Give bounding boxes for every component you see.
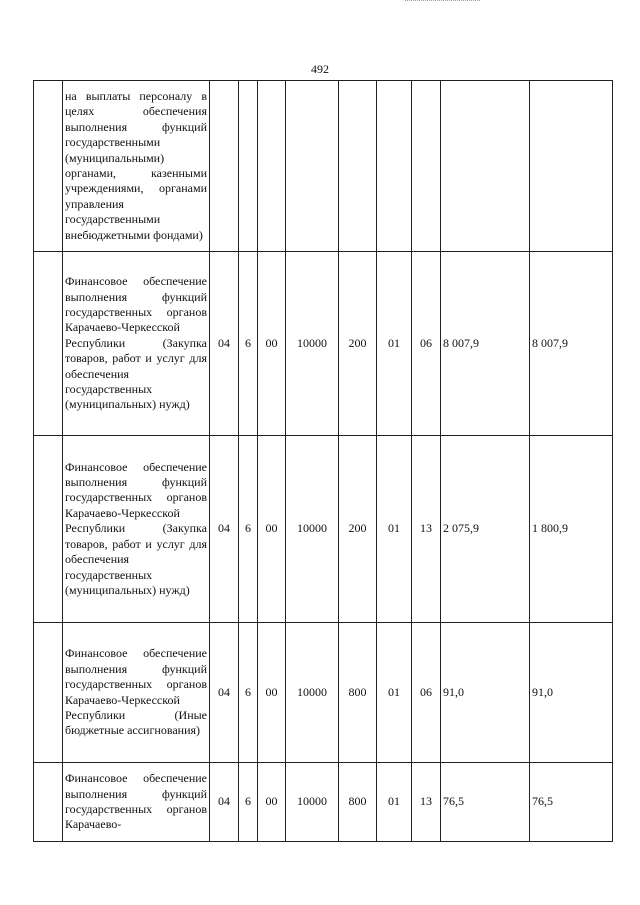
- item-name-cell: [63, 623, 210, 763]
- code-cell: 04: [210, 623, 239, 763]
- item-name-cell: [63, 81, 210, 252]
- amount-cell: 2 075,9: [441, 436, 530, 623]
- code-cell: 04: [210, 763, 239, 842]
- table-row: [34, 763, 613, 842]
- code-cell: 04: [210, 252, 239, 436]
- amount-cell: 8 007,9: [441, 252, 530, 436]
- code-cell: 6: [239, 436, 258, 623]
- code-cell: 200: [339, 252, 377, 436]
- code-cell: 01: [377, 436, 412, 623]
- amount-cell: 91,0: [530, 623, 613, 763]
- code-cell: 00: [258, 763, 286, 842]
- budget-table: [33, 80, 613, 842]
- index-cell: [34, 436, 63, 623]
- amount-cell: 76,5: [530, 763, 613, 842]
- item-name: Финансовое обеспечение выполнения функций государственных органов Карачаево-Черкесской Республики (Закупка товаров, работ и услуг для обеспечения государственных (муниципальных) нужд): [65, 459, 207, 597]
- code-cell: 01: [377, 763, 412, 842]
- code-cell: [377, 81, 412, 252]
- code-cell: [239, 81, 258, 252]
- scan-mark: [405, 0, 480, 2]
- amount-cell: 91,0: [441, 623, 530, 763]
- code-cell: 6: [239, 623, 258, 763]
- amount-cell: 76,5: [441, 763, 530, 842]
- code-cell: 06: [412, 623, 441, 763]
- code-cell: 13: [412, 436, 441, 623]
- code-cell: 800: [339, 763, 377, 842]
- code-cell: 10000: [286, 252, 339, 436]
- code-cell: [258, 81, 286, 252]
- page-number: 492: [311, 62, 329, 76]
- code-cell: 01: [377, 252, 412, 436]
- amount-cell: 8 007,9: [530, 252, 613, 436]
- code-cell: [286, 81, 339, 252]
- item-name: Финансовое обеспечение выполнения функций государственных органов Карачаево-: [65, 771, 207, 832]
- code-cell: 01: [377, 623, 412, 763]
- item-name-cell: [63, 763, 210, 842]
- table-row: [34, 436, 613, 623]
- code-cell: 6: [239, 252, 258, 436]
- index-cell: [34, 763, 63, 842]
- item-name-cell: [63, 436, 210, 623]
- amount-cell: [530, 81, 613, 252]
- code-cell: 10000: [286, 623, 339, 763]
- code-cell: 00: [258, 623, 286, 763]
- code-cell: 00: [258, 436, 286, 623]
- code-cell: 06: [412, 252, 441, 436]
- code-cell: 800: [339, 623, 377, 763]
- item-name: Финансовое обеспечение выполнения функций государственных органов Карачаево-Черкесской Республики (Иные бюджетные ассигнования): [65, 646, 207, 738]
- index-cell: [34, 252, 63, 436]
- item-name: Финансовое обеспечение выполнения функций государственных органов Карачаево-Черкесской Республики (Закупка товаров, работ и услуг для обеспечения государственных (муниципальных) нужд): [65, 274, 207, 412]
- index-cell: [34, 81, 63, 252]
- code-cell: 00: [258, 252, 286, 436]
- code-cell: 6: [239, 763, 258, 842]
- code-cell: [339, 81, 377, 252]
- table-row: [34, 81, 613, 252]
- code-cell: 10000: [286, 436, 339, 623]
- code-cell: [412, 81, 441, 252]
- item-name-cell: [63, 252, 210, 436]
- table-row: [34, 623, 613, 763]
- code-cell: 200: [339, 436, 377, 623]
- code-cell: 13: [412, 763, 441, 842]
- code-cell: 10000: [286, 763, 339, 842]
- item-name: на выплаты персоналу в целях обеспечения выполнения функций государственными (муниципальными) органами, казенными учреждениями, органами управления государственными внебюджетными фондами): [65, 88, 207, 242]
- amount-cell: 1 800,9: [530, 436, 613, 623]
- index-cell: [34, 623, 63, 763]
- table-row: [34, 252, 613, 436]
- code-cell: [210, 81, 239, 252]
- amount-cell: [441, 81, 530, 252]
- code-cell: 04: [210, 436, 239, 623]
